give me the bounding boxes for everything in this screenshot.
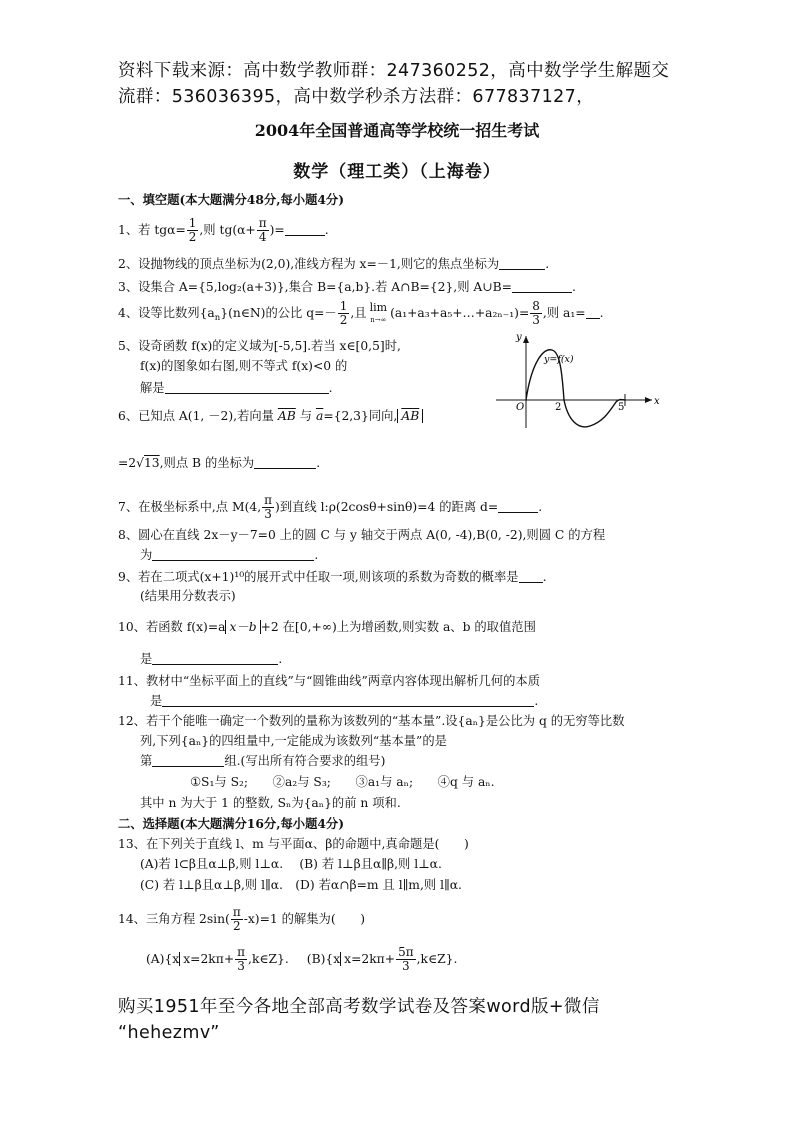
q14-option-a-2: x=2kπ+ xyxy=(179,952,234,966)
question-12-line-3 xyxy=(140,753,385,769)
q14-fraction xyxy=(231,906,243,933)
question-12-note: 其中 n 为大于 1 的整数, Sₙ为{aₙ}的前 n 项和. xyxy=(140,796,401,810)
footer-line-2: “hehezmv” xyxy=(118,1023,220,1043)
question-7 xyxy=(118,494,542,521)
q8-text: 为 xyxy=(140,548,153,562)
q1-answer-blank xyxy=(285,223,325,236)
q10-answer-blank xyxy=(152,652,278,665)
section-2-heading: 二、选择题(本大题满分16分,每小题4分) xyxy=(118,816,345,831)
q11-answer-blank xyxy=(162,694,534,707)
question-13-options-cd: (C) 若 l⊥β且α⊥β,则 l∥α. (D) 若α∩β=m 且 l∥m,则 l∥α. xyxy=(140,878,462,892)
question-9-line-2: (结果用分数表示) xyxy=(140,589,236,603)
q7-den: 3 xyxy=(264,507,272,521)
q4-lim-sub: n→∞ xyxy=(370,315,387,324)
q6-magnitude xyxy=(397,409,423,423)
q4-text-e: ,则 a₁= xyxy=(542,306,586,320)
question-5-line-1: 5、设奇函数 f(x)的定义域为[-5,5].若当 x∈[0,5]时, xyxy=(118,339,401,353)
q7-text-a: 7、在极坐标系中,点 M(4, xyxy=(118,500,262,514)
q14-option-b-den: 3 xyxy=(402,959,410,973)
graph-tick-label-5: 5 xyxy=(618,402,625,413)
question-13-options-ab: (A)若 l⊂β且α⊥β,则 l⊥α. (B) 若 l⊥β且α∥β,则 l⊥α. xyxy=(140,857,442,871)
q9-answer-blank xyxy=(519,570,543,583)
q4-fraction-2 xyxy=(530,300,542,327)
q14-option-b-2: x=2kπ+ xyxy=(340,952,395,966)
q14-text-b: -x)=1 的解集为( ) xyxy=(243,912,366,926)
question-2 xyxy=(118,256,549,272)
question-12-options: ①S₁与 S₂; ②a₂与 S₃; ③a₁与 aₙ; ④q 与 aₙ. xyxy=(190,775,495,789)
exam-subtitle: 数学（理工类）（上海卷） xyxy=(293,162,501,182)
q4-num2: 8 xyxy=(532,299,540,313)
function-graph xyxy=(492,330,662,430)
question-10-line-1 xyxy=(118,619,536,635)
exam-title: 2004年全国普通高等学校统一招生考试 xyxy=(254,121,540,140)
q4-text-b: }(n∈N)的公比 q=－ xyxy=(220,306,337,320)
q1-fraction-2 xyxy=(257,217,269,244)
q2-end: . xyxy=(545,257,550,271)
q1-text-d: . xyxy=(324,223,329,237)
q12-text-b: 组.(写出所有符合要求的组号) xyxy=(224,754,386,768)
q14-option-a-frac xyxy=(235,946,247,973)
q3-answer-blank xyxy=(512,280,572,293)
q1-num2: π xyxy=(258,216,267,230)
q14-option-b-3: ,k∈Z}. xyxy=(416,952,458,966)
q1-den2: 4 xyxy=(258,230,267,244)
q8-end: . xyxy=(314,548,319,562)
q4-den: 2 xyxy=(339,313,348,327)
q4-text-a: 4、设等比数列{a xyxy=(118,306,215,320)
q9-text: 9、若在二项式(x+1)¹⁰的展开式中任取一项,则该项的系数为奇数的概率是 xyxy=(118,570,519,584)
q7-end: . xyxy=(538,500,543,514)
question-12-line-1: 12、若干个能唯一确定一个数列的量称为该数列的“基本量”.设{aₙ}是公比为 q 的无穷等比数 xyxy=(118,714,625,728)
footer-line-1: 购买1951年至今各地全部高考数学试卷及答案word版+微信 xyxy=(118,997,600,1017)
q8-answer-blank xyxy=(152,548,314,561)
q7-num: π xyxy=(264,493,273,507)
q11-end: . xyxy=(534,694,539,708)
graph-y-label: y xyxy=(516,332,522,343)
question-4: 4、设等比数列$\{a_n\}(n\in N)$的公比 q=－ $\frac{1}{2}$ ,且 lim n→∞ (a₁+a₃+a₅+…+a₂ₙ₋₁)= $\frac{8}{3}$ ,则 a₁= . xyxy=(118,299,604,327)
question-13-stem: 13、在下列关于直线 l、m 与平面α、β的命题中,真命题是( ) xyxy=(118,837,469,851)
q6-sqrt: √13 xyxy=(136,456,160,470)
question-8-line-2 xyxy=(140,547,318,563)
banner-line-1: 资料下载来源：高中数学教师群：247360252，高中数学学生解题交 xyxy=(118,61,670,81)
q3-text: 3、设集合 A={5,log₂(a+3)},集合 B={a,b}.若 A∩B={2},则 A∪B= xyxy=(118,280,512,294)
graph-x-label: x xyxy=(654,396,660,407)
q4-answer-blank xyxy=(586,306,600,319)
q7-answer-blank xyxy=(498,500,538,513)
q9-end: . xyxy=(542,570,547,584)
q6-text-c: ={2,3}同向, xyxy=(323,409,398,423)
q11-text: 是 xyxy=(150,694,163,708)
question-5-line-2: f(x)的图象如右图,则不等式 f(x)<0 的 xyxy=(140,359,348,373)
q10-abs-value: x－b xyxy=(225,620,260,634)
q4-den2: 3 xyxy=(532,313,540,327)
q5-text: 解是 xyxy=(140,381,165,395)
graph-y-arrow xyxy=(523,336,529,343)
q14-option-a-num: π xyxy=(237,945,246,959)
q10-end: . xyxy=(278,652,283,666)
question-6-line-2 xyxy=(118,455,320,471)
q1-fraction xyxy=(187,217,199,244)
q4-end: . xyxy=(599,306,604,320)
question-3 xyxy=(118,279,576,295)
q14-option-b-frac xyxy=(396,946,416,973)
section-1-heading: 一、填空题(本大题满分48分,每小题4分) xyxy=(118,192,345,207)
question-14-options xyxy=(146,946,457,973)
q14-text-a: 14、三角方程 2sin( xyxy=(118,912,230,926)
q10-text-c: 是 xyxy=(140,652,153,666)
question-12-line-2: 列,下列{aₙ}的四组量中,一定能成为该数列“基本量”的是 xyxy=(140,734,447,748)
graph-x-arrow xyxy=(645,397,652,403)
q6-text-a: 6、已知点 A(1, －2),若向量 xyxy=(118,409,274,423)
q2-answer-blank xyxy=(499,257,545,270)
q14-option-b-1: (B){x xyxy=(306,952,341,966)
q14-option-a-den: 3 xyxy=(237,959,245,973)
q14-option-a-1: (A){x xyxy=(146,952,180,966)
q4-limit xyxy=(368,301,389,327)
q6-text-b: 与 xyxy=(299,409,313,423)
q4-num: 1 xyxy=(339,299,348,313)
q2-text: 2、设抛物线的顶点坐标为(2,0),准线方程为 x=－1,则它的焦点坐标为 xyxy=(118,257,500,271)
q4-fraction xyxy=(338,300,350,327)
question-8-line-1: 8、圆心在直线 2x－y－7=0 上的圆 C 与 y 轴交于两点 A(0, -4),B(0, -2),则圆 C 的方程 xyxy=(118,528,606,542)
q5-answer-blank xyxy=(165,381,329,394)
graph-curve xyxy=(526,350,625,427)
q6-magnitude-ab: $\overline{AB}$ xyxy=(401,409,420,423)
q4-text-d: (a₁+a₃+a₅+…+a₂ₙ₋₁)= xyxy=(390,306,530,320)
question-11-line-2 xyxy=(150,693,538,709)
q1-num: 1 xyxy=(188,216,197,230)
q1-den: 2 xyxy=(188,230,197,244)
q6-sqrt-value: 13 xyxy=(143,456,160,470)
graph-origin-label: O xyxy=(516,402,525,413)
q14-num: π xyxy=(232,905,241,919)
banner-line-2: 流群：536036395，高中数学秒杀方法群：677837127， xyxy=(118,87,595,107)
question-11-line-1: 11、教材中“坐标平面上的直线”与“圆锥曲线”两章内容体现出解析几何的本质 xyxy=(118,674,540,688)
q12-text-a: 第 xyxy=(140,754,153,768)
q6-vector-ab: $\overline{AB}$ xyxy=(277,409,296,423)
q10-text-b: +2 在[0,+∞)上为增函数,则实数 a、b 的取值范围 xyxy=(260,620,536,634)
q7-fraction xyxy=(262,494,274,521)
question-10-line-2 xyxy=(140,651,282,667)
q14-option-b-num: 5π xyxy=(398,945,414,959)
q6-text-e: ,则点 B 的坐标为 xyxy=(159,456,255,470)
question-5-line-3 xyxy=(140,380,333,396)
q5-end: . xyxy=(328,381,333,395)
graph-tick-label-2: 2 xyxy=(555,402,562,413)
q1-text-b: ,则 tg(α+ xyxy=(199,223,256,237)
q3-end: . xyxy=(571,280,576,294)
question-14-stem xyxy=(118,906,365,933)
q12-answer-blank xyxy=(152,754,224,767)
question-9-line-1 xyxy=(118,569,546,585)
question-1 xyxy=(118,217,329,244)
q4-text-c: ,且 xyxy=(350,306,367,320)
q6-text-d: =2 xyxy=(118,456,137,470)
question-6-line-1 xyxy=(118,408,423,424)
q4-lim: lim xyxy=(369,300,388,314)
q6-vector-a: $\overline{a}$ xyxy=(315,409,324,423)
q14-option-a-3: ,k∈Z}. xyxy=(248,952,289,966)
graph-function-label: y=f(x) xyxy=(544,354,574,365)
q6-answer-blank xyxy=(254,456,316,469)
q1-text-c: )= xyxy=(269,223,285,237)
q7-text-b: )到直线 l:ρ(2cosθ+sinθ)=4 的距离 d= xyxy=(275,500,499,514)
q14-den: 2 xyxy=(232,919,241,933)
q6-end: . xyxy=(316,456,321,470)
q1-text-a: 1、若 tgα= xyxy=(118,223,186,237)
q10-text-a: 10、若函数 f(x)=a xyxy=(118,620,226,634)
